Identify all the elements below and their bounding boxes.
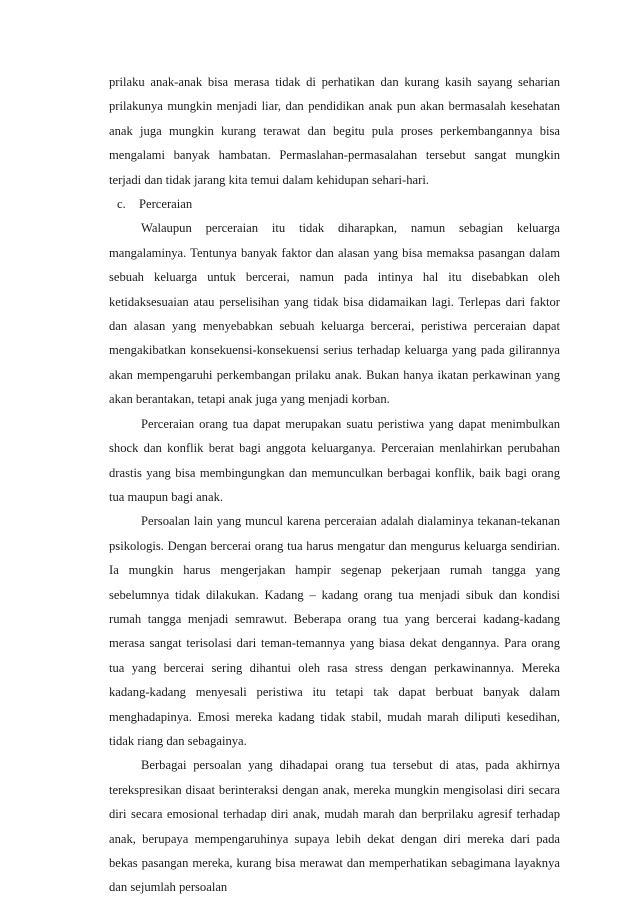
paragraph-4: Persoalan lain yang muncul karena perceraian adalah dialaminya tekanan-tekanan psikologis. Dengan bercerai orang tua harus mengatur dan mengurus keluarga sendirian. Ia mungkin harus mengerjakan hampir segenap pekerjaan rumah tangga yang sebelumnya tidak dilakukan. Kadang – kadang orang tua menjadi sibuk dan kondisi rumah tangga menjadi semrawut. Beberapa orang tua yang bercerai kadang-kadang merasa sangat terisolasi dari teman-temannya yang biasa dekat dengannya. Para orang tua yang bercerai sering dihantui oleh rasa stress dengan perkawinannya. Mereka kadang-kadang menyesali peristiwa itu tetapi tak dapat berbuat banyak dalam menghadapinya. Emosi mereka kadang tidak stabil, mudah marah diliputi kesedihan, tidak riang dan sebagainya.: [109, 514, 560, 748]
paragraph-5: Berbagai persoalan yang dihadapai orang tua tersebut di atas, pada akhirnya terekspresikan disaat berinteraksi dengan anak, mereka mungkin mengisolasi diri secara diri secara emosional terhadap diri anak, mudah marah dan berprilaku agresif terhadap anak, berupaya mempengaruhinya supaya lebih dekat dengan diri mereka dari pada bekas pasangan mereka, kurang bisa merawat dan memperhatikan sebagimana layaknya dan sejumlah persoalan: [109, 758, 560, 895]
section-marker: c.: [117, 197, 126, 212]
paragraph-3: Perceraian orang tua dapat merupakan suatu peristiwa yang dapat menimbulkan shock dan konflik berat bagi anggota keluarganya. Perceraian menlahirkan perubahan drastis yang bisa membingungkan dan memunculkan berbagai konflik, baik bagi orang tua maupun bagi anak.: [109, 416, 560, 504]
section-heading: [109, 192, 560, 216]
section-title: Perceraian: [139, 197, 193, 212]
paragraph-2: Walaupun perceraian itu tidak diharapkan, namun sebagian keluarga mangalaminya. Tentunya banyak faktor dan alasan yang bisa memaksa pasangan dalam sebuah keluarga untuk bercerai, namun pada intinya hal itu disebabkan oleh ketidaksesuaian atau perselisihan yang tidak bisa didamaikan lagi. Terlepas dari faktor dan alasan yang menyebabkan sebuah keluarga bercerai, peristiwa perceraian dapat mengakibatkan konsekuensi-konsekuensi serius terhadap keluarga yang pada gilirannya akan mempengaruhi perkembangan prilaku anak. Bukan hanya ikatan perkawinan yang akan berantakan, tetapi anak juga yang menjadi korban.: [109, 221, 560, 407]
document-body: [109, 70, 560, 900]
paragraph-1: prilaku anak-anak bisa merasa tidak di perhatikan dan kurang kasih sayang seharian prilakunya mungkin menjadi liar, dan pendidikan anak pun akan bermasalah kesehatan anak juga mungkin kurang terawat dan begitu pula proses perkembangannya bisa mengalami banyak hambatan. Permaslahan-permasalahan tersebut sangat mungkin terjadi dan tidak jarang kita temui dalam kehidupan sehari-hari.: [109, 75, 560, 187]
